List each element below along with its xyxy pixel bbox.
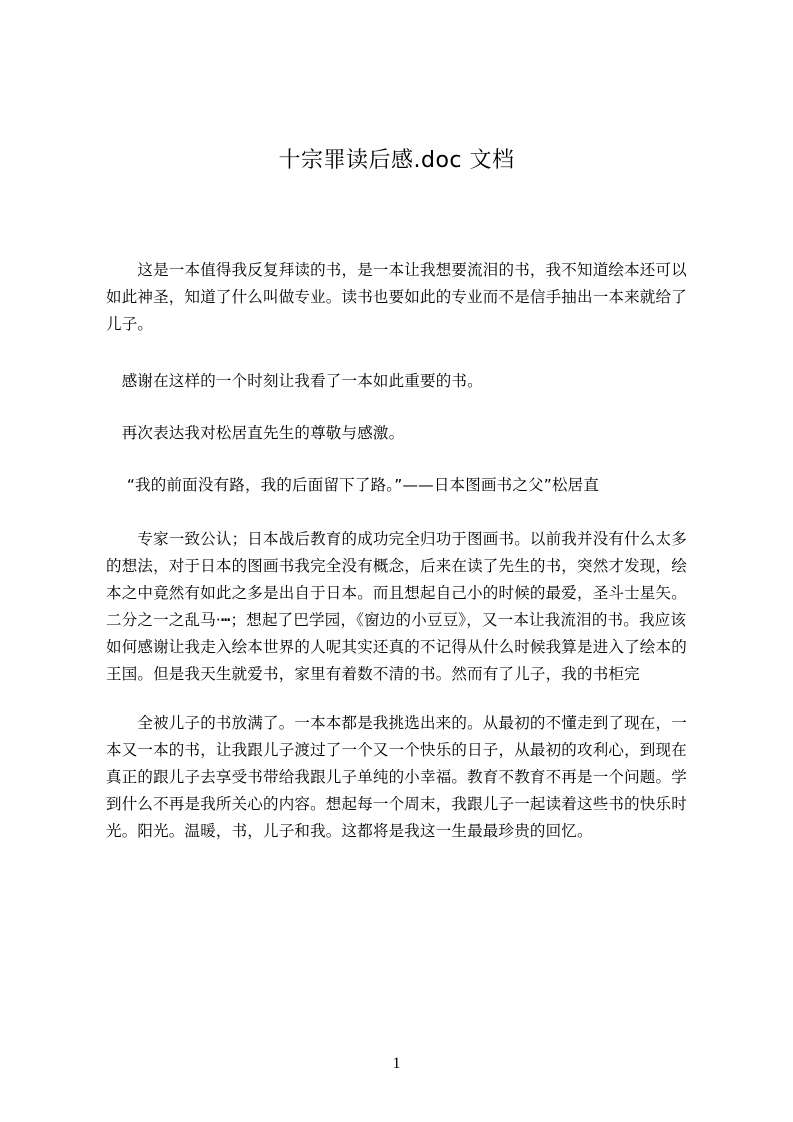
paragraph-line: 本之中竟然有如此之多是出自于日本。而且想起自己小的时候的最爱，圣斗士星矢。 (106, 584, 687, 602)
page-number: 1 (392, 1055, 401, 1072)
paragraph-line: 光。阳光。温暖，书，儿子和我。这都将是我这一生最最珍贵的回忆。 (106, 822, 593, 840)
paragraph-line: 儿子。 (106, 315, 154, 333)
paragraph (106, 710, 700, 845)
paragraph-line: 专家一致公认；日本战后教育的成功完全归功于图画书。以前我并没有什么太多 (106, 530, 687, 548)
paragraph-line: 如何感谢让我走入绘本世界的人呢其实还真的不记得从什么时候我算是进入了绘本的 (106, 638, 687, 656)
paragraph-line: 全被儿子的书放满了。一本本都是我挑选出来的。从最初的不懂走到了现在，一 (106, 714, 687, 732)
paragraph-line: “我的前面没有路，我的后面留下了路。”——日本图画书之父”松居直 (106, 476, 600, 494)
paragraph-line: 真正的跟儿子去享受书带给我跟儿子单纯的小幸福。教育不教育不再是一个问题。学 (106, 768, 687, 786)
document-title: 十宗罪读后感.doc 文档 (278, 148, 515, 173)
paragraph-line: 再次表达我对松居直先生的尊敬与感激。 (106, 424, 405, 442)
paragraph-line: 到什么不再是我所关心的内容。想起每一个周末，我跟儿子一起读着这些书的快乐时 (106, 795, 687, 813)
paragraph-line: 二分之一之乱马·┅；想起了巴学园，《窗边的小豆豆》，又一本让我流泪的书。我应该 (106, 611, 687, 629)
paragraph-line: 的想法，对于日本的图画书我完全没有概念，后来在读了先生的书，突然才发现，绘 (106, 557, 687, 575)
paragraph-line: 如此神圣，知道了什么叫做专业。读书也要如此的专业而不是信手抽出一本来就给了 (106, 288, 687, 306)
paragraph (106, 472, 700, 499)
paragraph (106, 257, 700, 338)
paragraph-line: 这是一本值得我反复拜读的书，是一本让我想要流泪的书，我不知道绘本还可以 (106, 261, 687, 279)
paragraph (106, 368, 700, 395)
paragraph-line: 感谢在这样的一个时刻让我看了一本如此重要的书。 (106, 372, 483, 390)
paragraph (106, 420, 700, 447)
paragraph-line: 本又一本的书，让我跟儿子渡过了一个又一个快乐的日子，从最初的攻利心，到现在 (106, 741, 687, 759)
paragraph-line: 王国。但是我天生就爱书，家里有着数不清的书。然而有了儿子，我的书柜完 (106, 665, 640, 683)
paragraph (106, 526, 700, 688)
